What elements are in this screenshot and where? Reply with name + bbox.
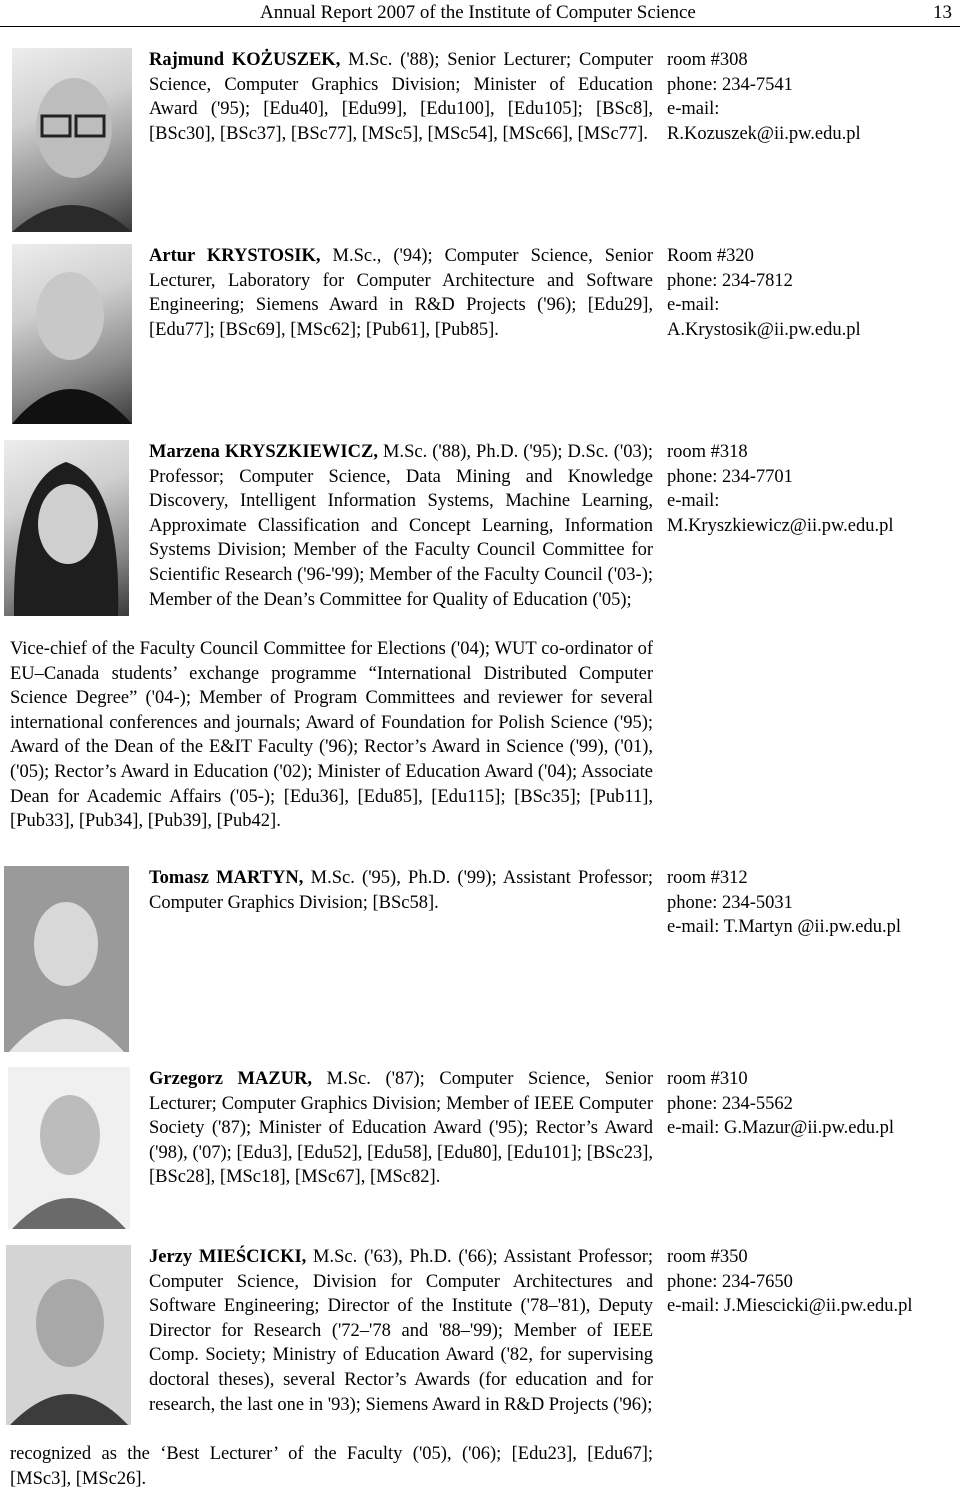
person-bio: M.Sc. ('87); Computer Science, Senior Lecturer; Computer Graphics Division; Member of IEEE Computer Society ('87); Minister of Education Award ('95); Rector’s Award ('98), ('07); [Edu3], [Edu52], [Edu58], [Edu80], [Edu101]; [BSc23], [BSc28], [MSc18], [MSc67], [MSc82]. [149, 1069, 654, 1188]
contact-info [667, 866, 957, 940]
portrait-icon [4, 866, 129, 1052]
person-name: Grzegorz MAZUR, [149, 1069, 313, 1089]
person-bio: M.Sc., ('94); Computer Science, Senior Lecturer, Laboratory for Computer Architecture and Software Engineering; Siemens Award in R&D Projects ('96); [Edu29], [Edu77]; [BSc69], [MSc62]; [Pub61], [Pub85]. [149, 246, 653, 340]
contact-info [667, 244, 957, 342]
portrait-icon [8, 1067, 130, 1229]
page-number: 13 [933, 2, 952, 23]
page-header [0, 0, 960, 27]
person-bio-continued: Vice-chief of the Faculty Council Committee for Elections ('04); WUT co-ordinator of EU–Canada students’ exchange programme “International Distributed Computer Science Degree” ('04-); Member of Program Committees and reviewer for several international conferences and journals; Award of Foundation for Polish Science ('95); Award of the Dean of the E&IT Faculty ('96); Rector’s Award in Science ('99), ('01), ('05); Rector’s Award in Education ('02); Minister of Education Award ('04); Associate Dean for Academic Affairs ('05-); [Edu36], [Edu85], [Edu115]; [BSc35]; [Pub11], [Pub33], [Pub34], [Pub39], [Pub42]. [10, 639, 653, 832]
contact-info [667, 1245, 957, 1319]
email-address[interactable]: R.Kozuszek@ii.pw.edu.pl [667, 123, 861, 144]
email-address[interactable]: A.Krystosik@ii.pw.edu.pl [667, 319, 861, 340]
portrait-photo [12, 48, 132, 232]
person-name: Artur KRYSTOSIK, [149, 246, 321, 266]
person-bio-continued: recognized as the ‘Best Lecturer’ of the Faculty ('05), ('06); [Edu23], [Edu67]; [MSc3], [MSc26]. [10, 1444, 653, 1489]
room-number: room #308 [667, 50, 748, 70]
portrait-icon [12, 48, 132, 232]
portrait-photo [4, 440, 129, 616]
email-label: e-mail: [667, 99, 720, 120]
person-name: Jerzy MIEŚCICKI, [149, 1247, 307, 1267]
room-number: room #312 [667, 868, 748, 888]
email-label: e-mail: [667, 491, 720, 512]
report-title: Annual Report 2007 of the Institute of Computer Science [260, 2, 696, 23]
phone-number: phone: 234-7701 [667, 466, 793, 487]
room-number: Room #320 [667, 246, 754, 266]
portrait-photo [6, 1245, 131, 1425]
email-line[interactable]: e-mail: G.Mazur@ii.pw.edu.pl [667, 1118, 894, 1139]
contact-info [667, 1067, 957, 1141]
phone-number: phone: 234-7650 [667, 1271, 793, 1292]
person-name: Rajmund KOŻUSZEK, [149, 50, 341, 70]
portrait-icon [4, 440, 129, 616]
person-bio-wrapped: M.Sc. ('88), Ph.D. ('95); D.Sc. ('03); Professor; Computer Science, Data Mining and Knowledge Discovery, Intelligent Information Systems, Machine Learning, Approximate Classification and Concept Learning, Information Systems Division; Member of the Faculty Council Committee for Scientific Research ('96-'99); Member of the Faculty Council ('03-); Member of the Dean’s Committee for Quality of Education ('05); [149, 442, 653, 610]
phone-number: phone: 234-7541 [667, 74, 793, 95]
portrait-photo [4, 866, 129, 1052]
portrait-icon [12, 244, 132, 424]
email-line[interactable]: e-mail: J.Miescicki@ii.pw.edu.pl [667, 1296, 913, 1317]
person-name: Marzena KRYSZKIEWICZ, [149, 442, 378, 462]
person-bio-wrapped: M.Sc. ('63), Ph.D. ('66); Assistant Professor; Computer Science, Division for Computer Architectures and Software Engineering; Director of the Institute ('78–'81), Deputy Director for Research ('72–'78 and '88–'99); Member of IEEE Comp. Society; Ministry of Education Award ('82, for supervising doctoral theses), several Rector’s Awards (for education and for research, the last one in '93); Siemens Award in R&D Projects ('96); [149, 1247, 653, 1415]
phone-number: phone: 234-5562 [667, 1093, 793, 1114]
room-number: room #350 [667, 1247, 748, 1267]
portrait-photo [8, 1067, 130, 1229]
room-number: room #318 [667, 442, 748, 462]
room-number: room #310 [667, 1069, 748, 1089]
portrait-icon [6, 1245, 131, 1425]
contact-info [667, 48, 957, 146]
contact-info [667, 440, 957, 538]
person-bio: M.Sc. ('95), Ph.D. ('99); Assistant Professor; Computer Graphics Division; [BSc58]. [149, 868, 653, 913]
phone-number: phone: 234-5031 [667, 892, 793, 913]
person-bio: M.Sc. ('88); Senior Lecturer; Computer Science, Computer Graphics Division; Minister of Education Award ('95); [Edu40], [Edu99], [Edu100], [Edu105]; [BSc8], [BSc30], [BSc37], [BSc77], [MSc5], [MSc54], [MSc66], [MSc77]. [149, 50, 653, 144]
phone-number: phone: 234-7812 [667, 270, 793, 291]
portrait-photo [12, 244, 132, 424]
person-name: Tomasz MARTYN, [149, 868, 304, 888]
email-label: e-mail: [667, 295, 720, 316]
email-address[interactable]: M.Kryszkiewicz@ii.pw.edu.pl [667, 515, 894, 536]
email-line[interactable]: e-mail: T.Martyn @ii.pw.edu.pl [667, 917, 902, 938]
